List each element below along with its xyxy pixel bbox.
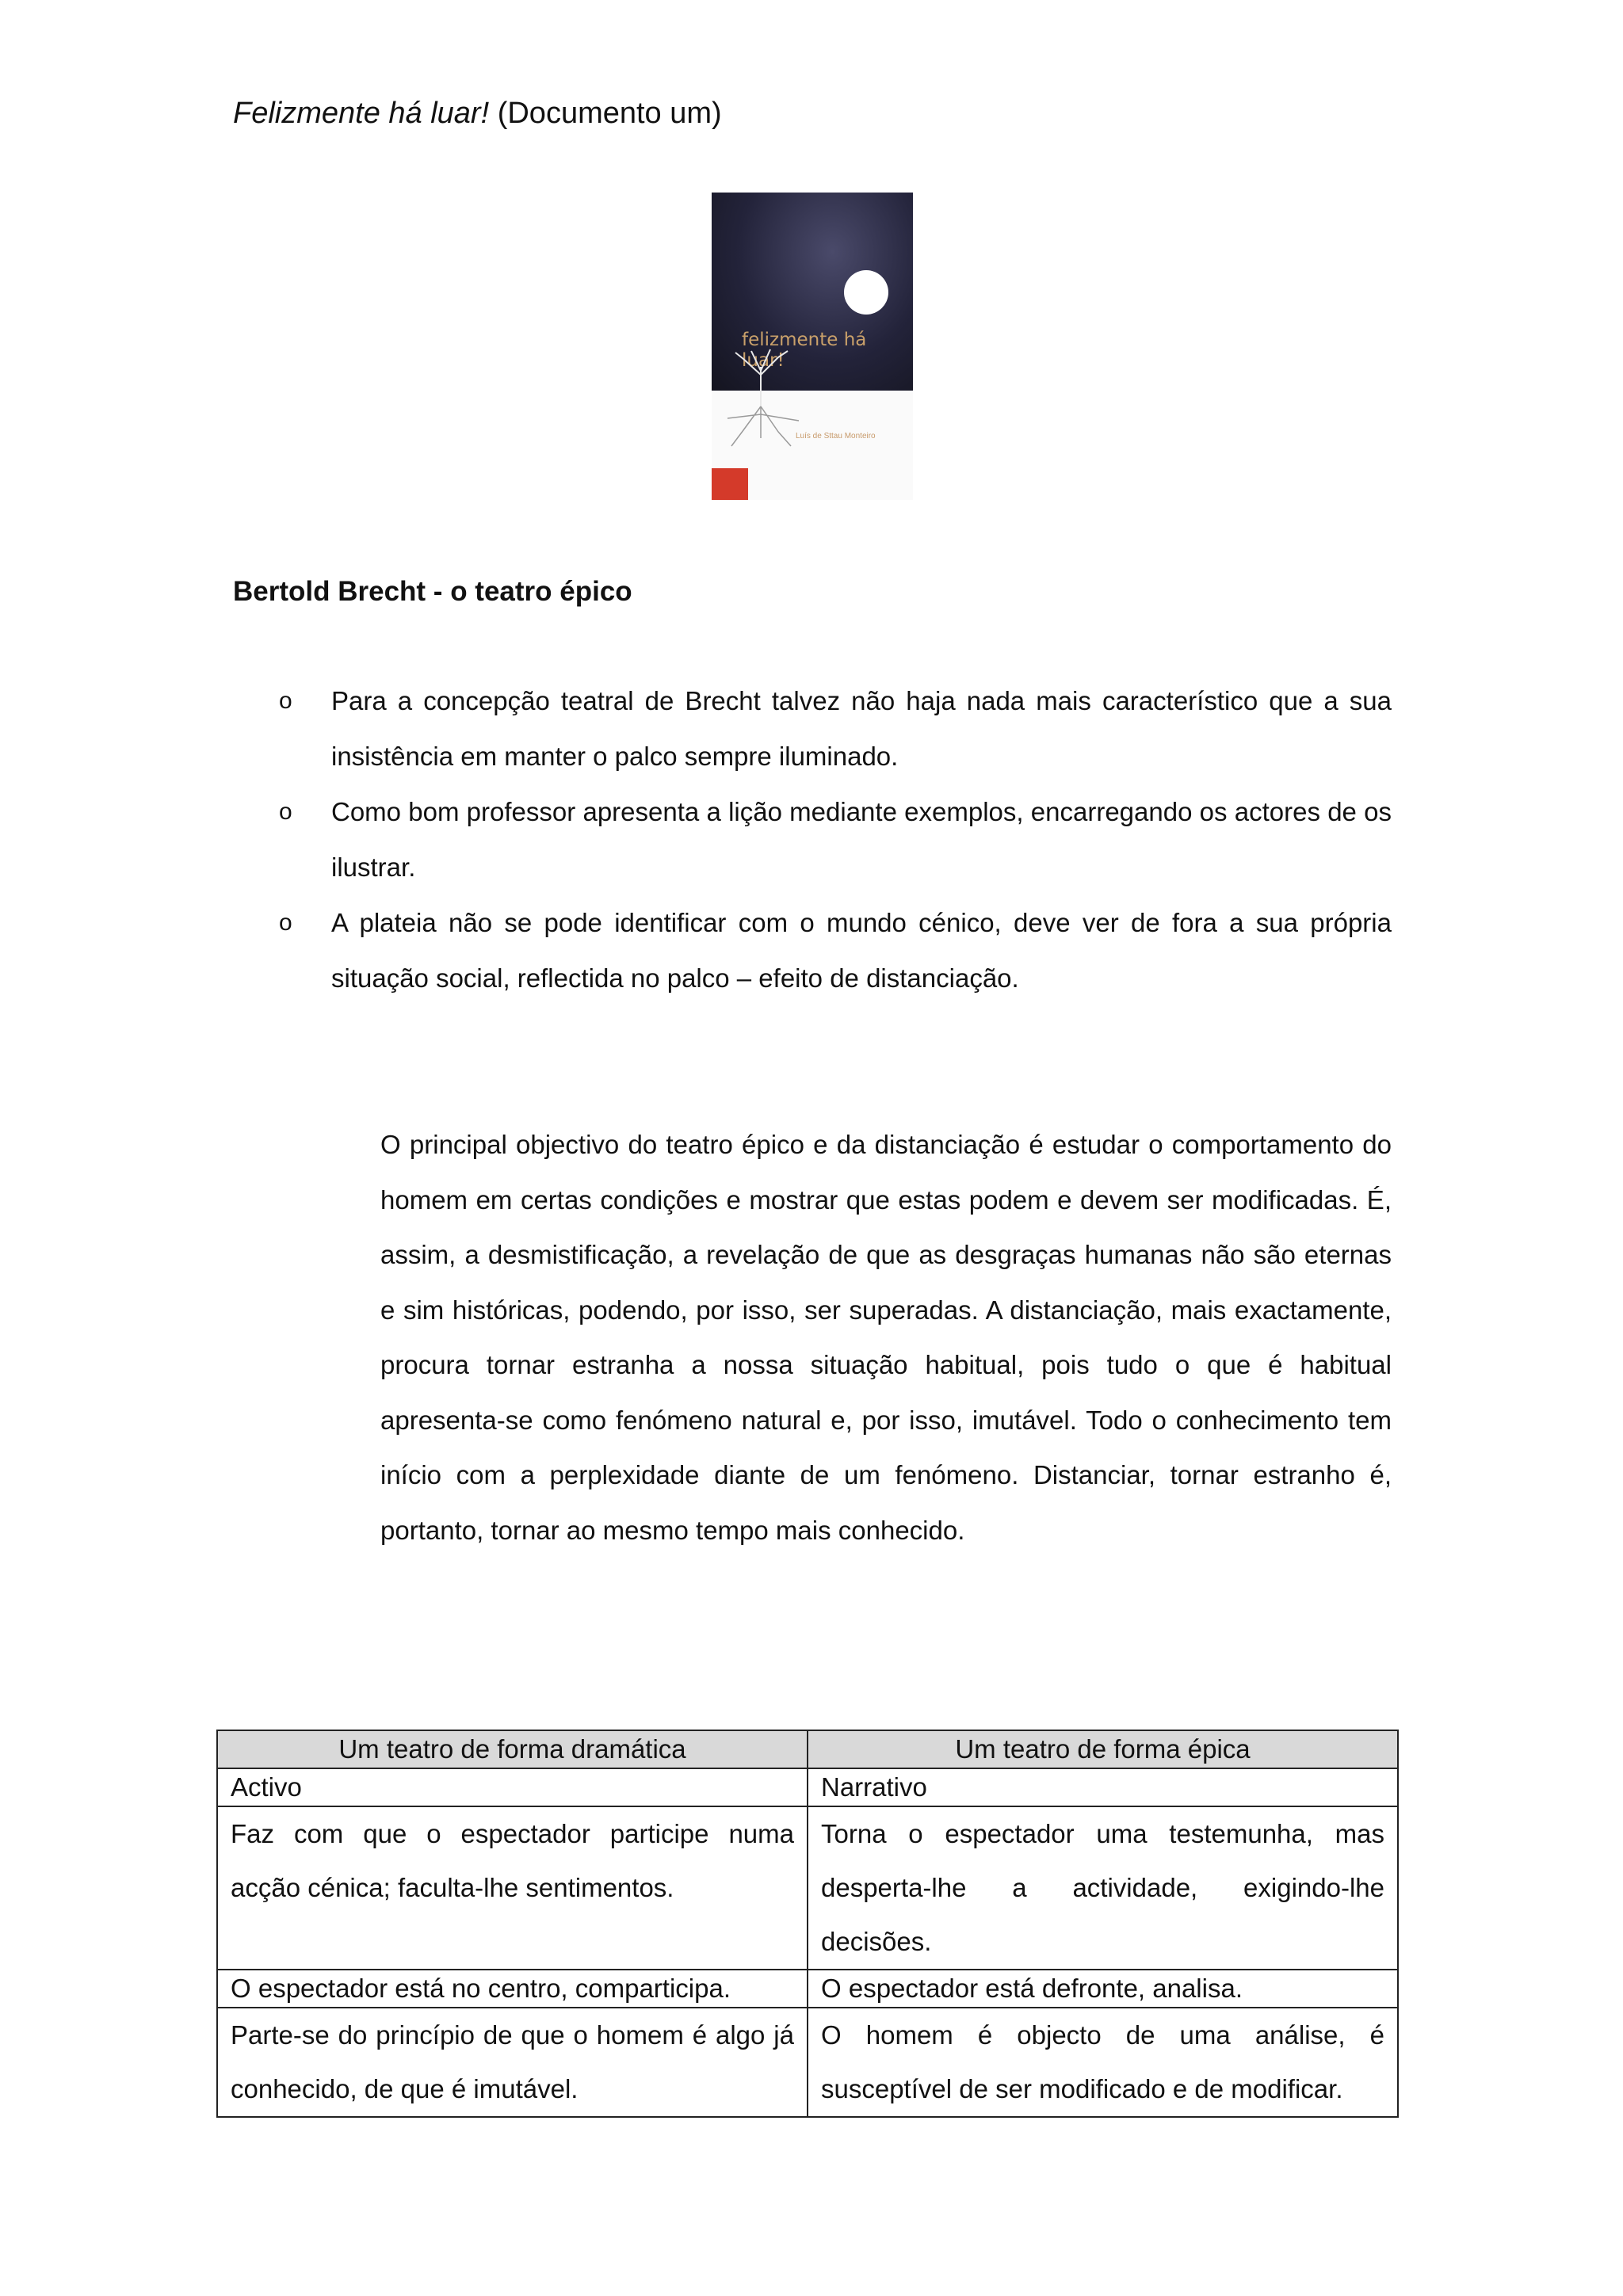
table-row (217, 1970, 1398, 2008)
table-cell: O homem é objecto de uma análise, é susceptível de ser modificado e de modificar. (808, 2008, 1398, 2117)
cover-author: Luís de Sttau Monteiro (796, 432, 876, 441)
page-title-italic: Felizmente há luar! (233, 97, 490, 130)
table-row (217, 2008, 1398, 2117)
bullet-marker-icon: o (279, 910, 292, 936)
bullet-item (279, 673, 1392, 784)
section-heading: Bertold Brecht - o teatro épico (233, 576, 632, 607)
bullet-list (279, 673, 1392, 1006)
table-cell: Activo (217, 1768, 808, 1806)
page-title-suffix: (Documento um) (489, 97, 722, 130)
table-cell: O espectador está defronte, analisa. (808, 1970, 1398, 2008)
bullet-item (279, 895, 1392, 1006)
bullet-marker-icon: o (279, 688, 292, 714)
bullet-text: Como bom professor apresenta a lição mediante exemplos, encarregando os actores de os ilustrar. (331, 797, 1392, 882)
table-header-row (217, 1730, 1398, 1768)
table-row (217, 1806, 1398, 1970)
book-cover-image (712, 193, 913, 500)
cover-moon (844, 270, 888, 315)
bullet-text: Para a concepção teatral de Brecht talvez não haja nada mais característico que a sua insistência em manter o palco sempre iluminado. (331, 686, 1392, 771)
cover-title: felizmente há luar! (742, 330, 867, 371)
bullet-item (279, 784, 1392, 895)
publisher-logo-icon (712, 468, 748, 500)
table-header-epic: Um teatro de forma épica (808, 1730, 1398, 1768)
quote-paragraph: O principal objectivo do teatro épico e da distanciação é estudar o comportamento do homem em certas condições e mostrar que estas podem e devem ser modificadas. É, assim, a desmistificação, a revelação de que as desgraças humanas não são eternas e sim históricas, podendo, por isso, ser superadas. A distanciação, mais exactamente, procura tornar estranha a nossa situação habitual, pois tudo o que é habitual apresenta-se como fenómeno natural e, por isso, imutável. Todo o conhecimento tem início com a perplexidade diante de um fenómeno. Distanciar, tornar estranho é, portanto, tornar ao mesmo tempo mais conhecido. (380, 1130, 1392, 1545)
bullet-marker-icon: o (279, 799, 292, 825)
comparison-table (216, 1730, 1399, 2118)
table-header-dramatic: Um teatro de forma dramática (217, 1730, 808, 1768)
table-row (217, 1768, 1398, 1806)
table-cell: Narrativo (808, 1768, 1398, 1806)
table-cell: Faz com que o espectador participe numa acção cénica; faculta-lhe sentimentos. (217, 1806, 808, 1970)
page-title (233, 97, 722, 131)
table-cell: O espectador está no centro, comparticipa. (217, 1970, 808, 2008)
bullet-text: A plateia não se pode identificar com o mundo cénico, deve ver de fora a sua própria situação social, reflectida no palco – efeito de distanciação. (331, 908, 1392, 993)
table-cell: Parte-se do princípio de que o homem é algo já conhecido, de que é imutável. (217, 2008, 808, 2117)
table-cell: Torna o espectador uma testemunha, mas desperta-lhe a actividade, exigindo-lhe decisões. (808, 1806, 1398, 1970)
